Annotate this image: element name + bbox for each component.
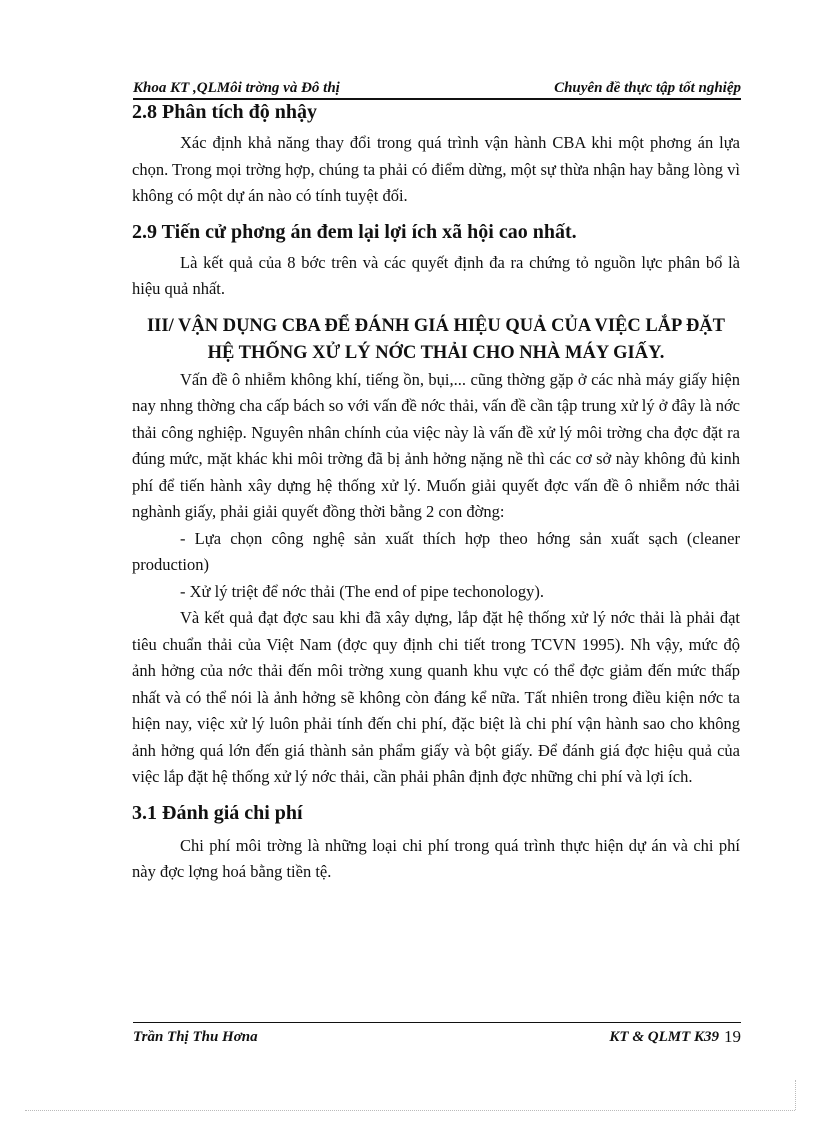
header-report-type: Chuyên đề thực tập tốt nghiệp xyxy=(554,80,741,96)
page-boundary-line xyxy=(25,1110,795,1111)
section-3-title-line1: III/ VẬN DỤNG CBA ĐỂ ĐÁNH GIÁ HIỆU QUẢ CỦA VIỆC LẮP ĐẶT xyxy=(146,315,726,336)
paragraph-2-8: Xác định khả năng thay đổi trong quá trình vận hành CBA khi một phơng án lựa chọn. Trong mọi trờng hợp, chúng ta phải có điểm dừng, một sự thừa nhận hay bằng lòng vì không có một dự án nào có tính tuyệt đối. xyxy=(132,133,740,205)
bullet-cleaner-production: - Lựa chọn công nghệ sản xuất thích hợp theo hớng sản xuất sạch (cleaner production) xyxy=(132,528,740,574)
header-faculty: Khoa KT ,QLMôi trờng và Đô thị xyxy=(133,80,340,96)
paragraph-3-1: Chi phí môi trờng là những loại chi phí trong quá trình thực hiện dự án và chi phí này đợc lợng hoá bằng tiền tệ. xyxy=(132,835,740,881)
heading-3-1: 3.1 Đánh giá chi phí xyxy=(132,801,303,824)
page-footer xyxy=(133,1022,741,1046)
heading-2-9: 2.9 Tiến cử phơng án đem lại lợi ích xã hội cao nhất. xyxy=(132,220,577,243)
document-body xyxy=(132,98,740,886)
heading-2-8: 2.8 Phân tích độ nhậy xyxy=(132,101,318,123)
paragraph-3-intro: Vấn đề ô nhiễm không khí, tiếng ồn, bụi,... cũng thờng gặp ở các nhà máy giấy hiện nay nhng thờng cha cấp bách so với vấn đề nớc thải, vấn đề cần tập trung xử lý ở đây là nớc thải công nghiệp. Nguyên nhân chính của việc này là vấn đề xử lý môi trờng cha đợc đặt ra đúng mức, mặt khác khi môi trờng đã bị ảnh hởng nặng nề thì các cơ sở này không đủ kinh phí để tiến hành xây dựng hệ thống xử lý. Muốn giải quyết đợc vấn đề ô nhiễm nớc thải nghành giấy, phải giải quyết đồng thời bằng 2 con đờng: xyxy=(132,369,740,521)
footer-author: Trần Thị Thu Hơna xyxy=(133,1029,258,1045)
paragraph-3-results: Và kết quả đạt đợc sau khi đã xây dựng, lắp đặt hệ thống xử lý nớc thải là phải đạt tiêu chuẩn thải của Việt Nam (đợc quy định chi tiết trong TCVN 1995). Nh vậy, mức độ ảnh hởng của nớc thải đến môi trờng xung quanh khu vực có thể đợc giảm đến mức thấp nhất và có thể nói là ảnh hởng sẽ không còn đáng kể nữa. Tất nhiên trong điều kiện nớc ta hiện nay, việc xử lý luôn phải tính đến chi phí, đặc biệt là chi phí vận hành sao cho không ảnh hởng quá lớn đến giá thành sản phẩm giấy và bột giấy. Để đánh giá đợc hiệu quả của việc lắp đặt hệ thống xử lý nớc thải, cần phải phân định đợc những chi phí và lợi ích. xyxy=(132,608,740,786)
page-number: 19 xyxy=(724,1027,741,1046)
page-header xyxy=(133,80,741,100)
page-boundary-corner xyxy=(795,1080,796,1110)
section-3-title-line2: HỆ THỐNG XỬ LÝ NỚC THẢI CHO NHÀ MÁY GIẤY. xyxy=(207,342,665,363)
paragraph-2-9: Là kết quả của 8 bớc trên và các quyết định đa ra chứng tỏ nguồn lực phân bổ là hiệu quả nhất. xyxy=(132,252,740,298)
bullet-end-of-pipe: - Xử lý triệt để nớc thải (The end of pipe techonology). xyxy=(180,581,545,601)
footer-class-code: KT & QLMT K39 xyxy=(609,1029,719,1045)
